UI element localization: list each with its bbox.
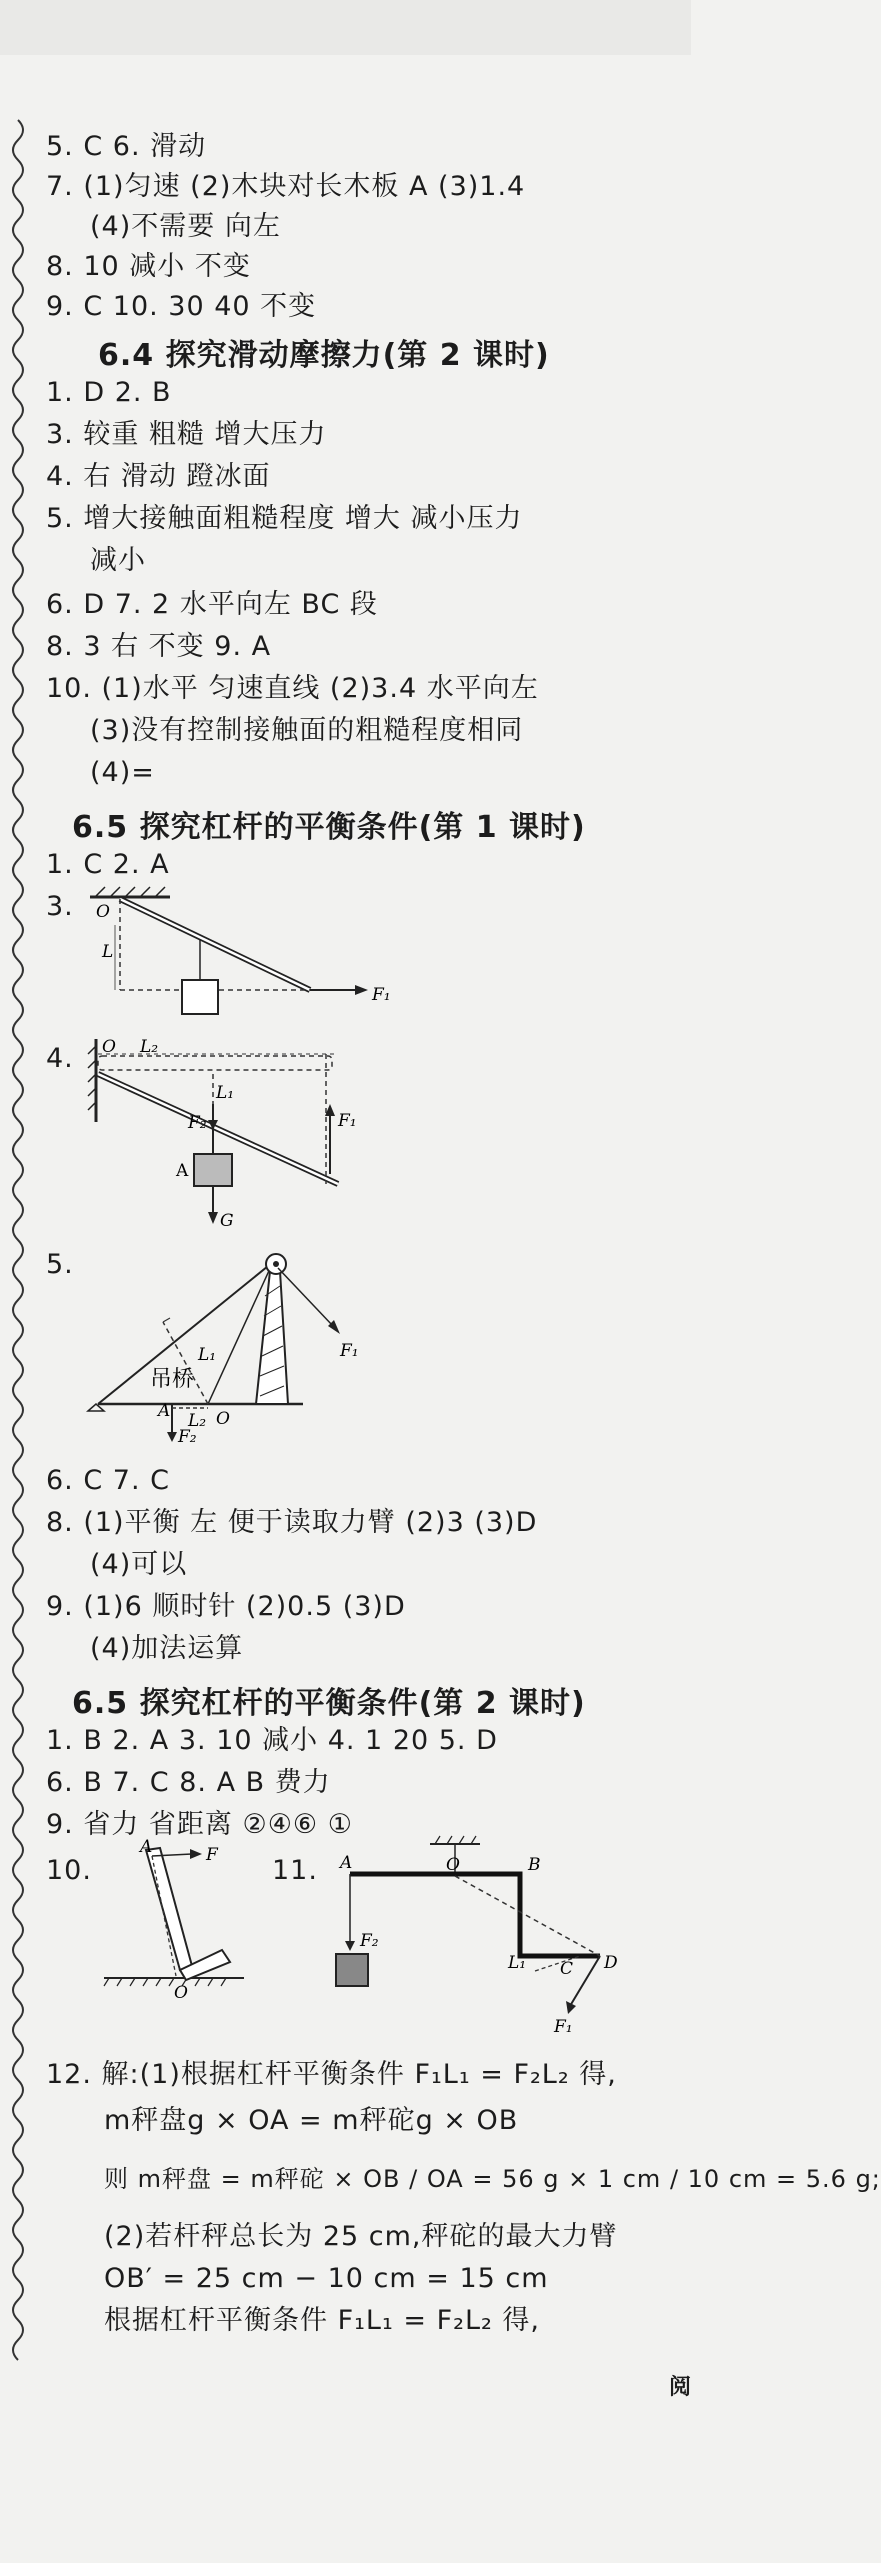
answer-line: 10. (1)水平 匀速直线 (2)3.4 水平向左 <box>46 673 539 704</box>
label-O: O <box>102 1037 116 1057</box>
answer-line: (4)加法运算 <box>90 1633 244 1664</box>
label-F1: F₁ <box>554 2017 573 2037</box>
label-F1: F₁ <box>372 985 391 1005</box>
question-number: 4. <box>46 1043 74 1074</box>
label-F2: F₂ <box>188 1113 207 1133</box>
figure-q10-crowbar <box>104 1838 254 2003</box>
answer-line: 1. B 2. A 3. 10 减小 4. 1 20 5. D <box>46 1725 498 1756</box>
answer-line: 9. (1)6 顺时针 (2)0.5 (3)D <box>46 1591 406 1622</box>
answer-line: 6. B 7. C 8. A B 费力 <box>46 1767 331 1798</box>
question-number: 3. <box>46 891 74 922</box>
answer-line: 9. 省力 省距离 ②④⑥ ① <box>46 1809 353 1840</box>
answer-line: 4. 右 滑动 蹬冰面 <box>46 461 271 492</box>
answer-line: 8. 3 右 不变 9. A <box>46 631 272 662</box>
label-F: F <box>206 1845 218 1865</box>
label-O: O <box>216 1409 230 1429</box>
answer-line: 6. C 7. C <box>46 1465 170 1496</box>
answer-line: 12. 解:(1)根据杠杆平衡条件 F₁L₁ = F₂L₂ 得, <box>46 2059 617 2090</box>
label-O: O <box>96 902 110 922</box>
label-L: L <box>102 942 114 962</box>
answer-line: (3)没有控制接触面的粗糙程度相同 <box>90 715 524 746</box>
answer-line: m秤盘g × OA = m秤砣g × OB <box>104 2105 519 2136</box>
wavy-margin-line <box>6 120 30 2360</box>
answer-line: 6. D 7. 2 水平向左 BC 段 <box>46 589 378 620</box>
label-L2: L₂ <box>188 1411 207 1431</box>
answer-line: 5. 增大接触面粗糙程度 增大 减小压力 <box>46 503 523 534</box>
answer-line: 则 m秤盘 = m秤砣 × OB / OA = 56 g × 1 cm / 10 cm = 5.6 g; <box>104 2165 881 2193</box>
answer-line: 1. C 2. A <box>46 849 170 880</box>
question-number: 11. <box>272 1855 318 1886</box>
label-F2: F₂ <box>360 1931 379 1951</box>
label-G: G <box>220 1211 234 1231</box>
top-band <box>0 0 691 55</box>
section-heading: 6.5 探究杠杆的平衡条件(第 1 课时) <box>72 810 586 845</box>
corner-mark: 阅 <box>668 2375 691 2400</box>
question-number: 5. <box>46 1249 74 1280</box>
label-A: A <box>158 1401 171 1421</box>
answer-line: 7. (1)匀速 (2)木块对长木板 A (3)1.4 <box>46 171 526 202</box>
figure-q11-lever <box>340 1836 640 2046</box>
answer-line: (4)可以 <box>90 1549 188 1580</box>
label-L1: L₁ <box>216 1083 235 1103</box>
label-A: A <box>140 1837 153 1857</box>
label-C: C <box>560 1959 574 1979</box>
label-A: A <box>340 1853 353 1873</box>
label-O: O <box>446 1855 460 1875</box>
section-heading: 6.4 探究滑动摩擦力(第 2 课时) <box>98 338 550 373</box>
answer-line: (4)不需要 向左 <box>90 211 281 242</box>
answer-line: (4)= <box>90 757 155 788</box>
question-number: 10. <box>46 1855 92 1886</box>
label-bridge: 吊桥 <box>150 1367 195 1392</box>
answer-line: 根据杠杆平衡条件 F₁L₁ = F₂L₂ 得, <box>104 2305 540 2336</box>
label-F1: F₁ <box>340 1341 359 1361</box>
label-O: O <box>174 1983 188 2003</box>
answer-line: 减小 <box>90 545 146 576</box>
answer-line: 5. C 6. 滑动 <box>46 131 207 162</box>
figure-q4-lever <box>88 1034 408 1234</box>
answer-line: 3. 较重 粗糙 增大压力 <box>46 419 327 450</box>
answer-line: OB′ = 25 cm − 10 cm = 15 cm <box>104 2263 549 2294</box>
label-D: D <box>604 1953 618 1973</box>
answer-line: 1. D 2. B <box>46 377 172 408</box>
answer-line: 9. C 10. 30 40 不变 <box>46 291 317 322</box>
label-L1: L₁ <box>508 1953 527 1973</box>
label-A: A <box>176 1161 189 1181</box>
answer-line: (2)若杆秤总长为 25 cm,秤砣的最大力臂 <box>104 2221 618 2252</box>
section-heading: 6.5 探究杠杆的平衡条件(第 2 课时) <box>72 1686 586 1721</box>
figure-q5-drawbridge <box>88 1236 388 1446</box>
label-B: B <box>528 1855 541 1875</box>
label-F2: F₂ <box>178 1427 197 1447</box>
answer-line: 8. (1)平衡 左 便于读取力臂 (2)3 (3)D <box>46 1507 538 1538</box>
label-L2: L₂ <box>140 1037 159 1057</box>
answer-line: 8. 10 减小 不变 <box>46 251 251 282</box>
label-F1: F₁ <box>338 1111 357 1131</box>
figure-q3-lever <box>90 885 440 1025</box>
label-L1: L₁ <box>198 1345 217 1365</box>
